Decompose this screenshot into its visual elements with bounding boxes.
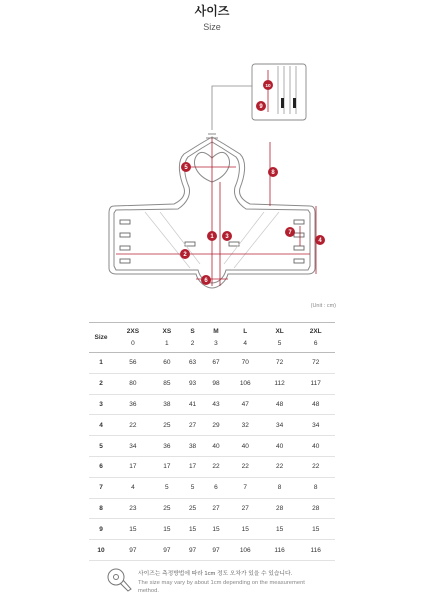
size-column-header (204, 323, 227, 353)
table-cell: 25 (188, 504, 197, 512)
table-cell: 85 (163, 380, 171, 388)
table-cell: 27 (212, 504, 220, 512)
table-cell: 8 (277, 484, 282, 492)
size-code: L (243, 328, 248, 335)
table-cell: 40 (275, 442, 284, 450)
measurement-marker (263, 80, 273, 90)
table-row (89, 498, 335, 519)
size-number: 5 (277, 340, 282, 347)
measurement-label: 4 (99, 421, 103, 429)
table-cell: 22 (212, 463, 220, 471)
measurement-label: 5 (99, 442, 103, 450)
table-row (89, 436, 335, 457)
table-cell: 60 (163, 359, 171, 367)
measurement-marker (207, 231, 217, 241)
marker-label: 8 (271, 170, 275, 177)
size-column-header (228, 323, 263, 353)
table-cell: 5 (190, 484, 195, 492)
measurement-label: 1 (99, 359, 103, 367)
size-code: 2XS (126, 328, 140, 335)
table-cell: 72 (275, 359, 284, 367)
table-cell: 97 (163, 546, 171, 554)
marker-label: 9 (259, 104, 263, 111)
table-cell: 98 (212, 380, 220, 388)
table-cell: 17 (188, 463, 197, 471)
table-cell: 15 (188, 525, 197, 533)
table-cell: 116 (310, 546, 321, 554)
table-cell: 6 (214, 484, 218, 492)
table-cell: 97 (129, 546, 137, 554)
measurement-label: 2 (99, 380, 103, 388)
table-row (89, 540, 335, 561)
note-korean: 사이즈는 측정방법에 따라 1cm 정도 오차가 있을 수 있습니다. (138, 571, 293, 577)
marker-label: 1 (210, 234, 214, 241)
table-cell: 34 (275, 421, 284, 429)
table-cell: 27 (188, 421, 197, 429)
table-cell: 106 (239, 546, 251, 554)
table-cell: 36 (163, 442, 171, 450)
table-cell: 112 (274, 380, 285, 388)
table-cell: 97 (188, 546, 197, 554)
table-cell: 22 (129, 421, 137, 429)
page-subtitle: Size (203, 22, 221, 32)
size-code: S (190, 328, 195, 335)
size-table (89, 322, 335, 561)
size-code: XS (162, 328, 172, 335)
table-row (89, 415, 335, 436)
table-cell: 106 (239, 380, 251, 388)
size-number: 0 (131, 340, 135, 347)
table-cell: 43 (212, 400, 220, 408)
page-title: 사이즈 (194, 4, 230, 18)
table-cell: 80 (129, 380, 137, 388)
table-cell: 117 (310, 380, 321, 388)
table-cell: 23 (129, 504, 137, 512)
table-row (89, 456, 335, 477)
table-cell: 25 (163, 504, 171, 512)
table-cell: 72 (312, 359, 320, 367)
marker-label: 10 (265, 84, 271, 90)
measurement-marker (268, 167, 278, 177)
measurement-label: 7 (99, 484, 103, 492)
size-column-header (153, 323, 181, 353)
table-cell: 15 (241, 525, 249, 533)
measurement-marker (256, 101, 266, 111)
table-cell: 7 (243, 484, 248, 492)
note-english: The size may vary by about 1cm depending on the measurement method. (138, 580, 305, 594)
table-row (89, 394, 335, 415)
table-cell: 15 (163, 525, 171, 533)
table-cell: 38 (163, 400, 171, 408)
table-cell: 56 (129, 359, 137, 367)
vest-diagram (0, 50, 424, 300)
size-number: 2 (190, 340, 195, 347)
table-cell: 27 (241, 504, 249, 512)
table-cell: 93 (188, 380, 197, 388)
table-cell: 15 (212, 525, 220, 533)
table-cell: 25 (163, 421, 171, 429)
table-cell: 40 (241, 442, 249, 450)
table-cell: 116 (274, 546, 285, 554)
measurement-marker (315, 235, 325, 245)
table-cell: 22 (275, 463, 284, 471)
measurement-marker (222, 231, 232, 241)
table-cell: 34 (129, 442, 137, 450)
size-table-body (89, 353, 335, 561)
marker-label: 6 (204, 278, 208, 285)
table-row (89, 353, 335, 374)
table-cell: 8 (313, 484, 318, 492)
marker-label: 2 (183, 252, 187, 259)
table-cell: 48 (312, 400, 320, 408)
table-cell: 67 (212, 359, 220, 367)
table-cell: 97 (212, 546, 220, 554)
table-cell: 17 (163, 463, 171, 471)
measurement-label: 10 (97, 546, 105, 554)
size-number: 3 (214, 340, 218, 347)
size-code: XL (275, 328, 284, 335)
measurement-label: 8 (99, 504, 103, 512)
table-cell: 40 (212, 442, 220, 450)
marker-label: 5 (184, 165, 188, 172)
table-cell: 28 (312, 504, 320, 512)
table-cell: 48 (275, 400, 284, 408)
tape-measure-icon (106, 566, 132, 592)
measurement-label: 3 (99, 400, 103, 408)
table-cell: 34 (312, 421, 320, 429)
size-number: 6 (313, 340, 318, 347)
marker-label: 3 (225, 234, 229, 241)
table-cell: 5 (165, 484, 169, 492)
size-column-header (263, 323, 297, 353)
size-table-header (89, 323, 335, 353)
table-cell: 22 (241, 463, 249, 471)
size-code: 2XL (309, 328, 322, 335)
measurement-marker (201, 275, 211, 285)
table-cell: 63 (188, 359, 197, 367)
table-cell: 38 (188, 442, 197, 450)
measurement-marker (181, 162, 191, 172)
measurement-label: 6 (99, 463, 103, 471)
size-code: M (213, 328, 219, 335)
measurement-marker (285, 227, 295, 237)
table-cell: 28 (275, 504, 284, 512)
table-cell: 40 (312, 442, 320, 450)
marker-label: 4 (318, 238, 322, 245)
size-header-label: Size (94, 334, 108, 341)
table-cell: 70 (241, 359, 249, 367)
size-column-header (113, 323, 153, 353)
table-row (89, 519, 335, 540)
measurement-label: 9 (99, 525, 103, 533)
unit-label: (Unit : cm) (310, 303, 336, 309)
table-row (89, 477, 335, 498)
table-cell: 4 (131, 484, 135, 492)
table-cell: 15 (312, 525, 320, 533)
table-cell: 41 (188, 400, 197, 408)
table-cell: 32 (241, 421, 249, 429)
table-cell: 17 (129, 463, 137, 471)
table-cell: 29 (212, 421, 220, 429)
table-cell: 15 (129, 525, 137, 533)
marker-label: 7 (288, 230, 292, 237)
table-cell: 22 (312, 463, 320, 471)
table-cell: 47 (241, 400, 249, 408)
size-number: 4 (243, 340, 248, 347)
size-number: 1 (165, 340, 169, 347)
table-cell: 15 (275, 525, 284, 533)
size-column-header (181, 323, 204, 353)
table-cell: 36 (129, 400, 137, 408)
size-column-header (296, 323, 335, 353)
measurement-marker (180, 249, 190, 259)
table-row (89, 373, 335, 394)
